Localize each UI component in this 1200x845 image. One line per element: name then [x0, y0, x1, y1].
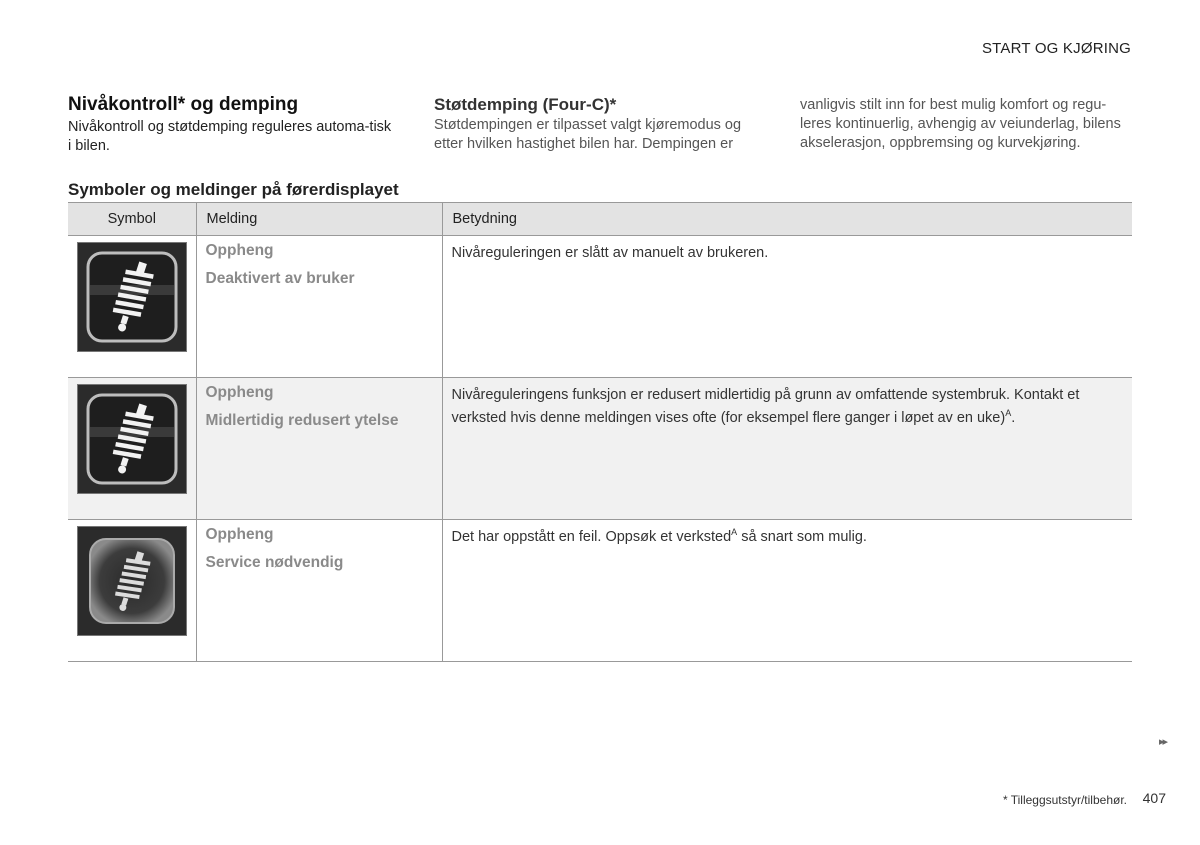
- message-cell: [196, 236, 442, 378]
- header-meaning: Betydning: [442, 203, 1132, 236]
- section-header: START OG KJØRING: [981, 40, 1131, 57]
- damping-text: Støtdempingen er tilpasset valgt kjøremodus og etter hvilken hastighet bilen har. Dempingen er: [434, 117, 742, 152]
- symbol-cell: [68, 236, 196, 378]
- message-title: Oppheng: [205, 242, 274, 259]
- message-text: Midlertidig redusert ytelse: [205, 412, 399, 429]
- suspension-reduced-icon: [77, 384, 187, 494]
- continued-text: vanligvis stilt inn for best mulig komfort og regu-leres kontinuerlig, avhengig av veiunderlag, bilens akselerasjon, oppbremsing og kurvekjøring.: [800, 97, 1121, 151]
- symbol-cell: [68, 378, 196, 520]
- meaning-text: Nivåreguleringens funksjon er redusert midlertidig på grunn av omfattende systembruk. Kontakt et verksted hvis denne meldingen vises ofte (for eksempel flere ganger i løpet av en uke): [451, 387, 1080, 426]
- suspension-service-icon: [77, 526, 187, 636]
- symbols-table: [68, 202, 1132, 662]
- symbol-cell: [68, 520, 196, 662]
- meaning-text-end: .: [1011, 410, 1016, 426]
- table-header-row: [68, 203, 1132, 236]
- damping-title: Støtdemping (Four-C)*: [434, 95, 617, 114]
- damping-column: [434, 95, 764, 154]
- header-symbol: Symbol: [68, 203, 196, 236]
- message-cell: [196, 378, 442, 520]
- page-number: 407: [1142, 790, 1166, 806]
- meaning-cell: [442, 520, 1132, 662]
- header-message: Melding: [196, 203, 442, 236]
- footnote: * Tilleggsutstyr/tilbehør.: [1002, 793, 1127, 807]
- suspension-off-icon: [77, 242, 187, 352]
- meaning-cell: [442, 236, 1132, 378]
- intro-column: [68, 95, 398, 156]
- meaning-footnote-mark: A: [1005, 408, 1012, 419]
- table-row: [68, 378, 1132, 520]
- meaning-footnote-mark: A: [731, 527, 738, 538]
- meaning-text-end: så snart som mulig.: [737, 529, 867, 545]
- intro-title: Nivåkontroll* og demping: [68, 94, 299, 115]
- table-row: [68, 520, 1132, 662]
- table-title: Symboler og meldinger på førerdisplayet: [68, 180, 399, 199]
- message-title: Oppheng: [205, 526, 274, 543]
- message-text: Deaktivert av bruker: [205, 270, 355, 287]
- meaning-text: Det har oppstått en feil. Oppsøk et verksted: [451, 529, 732, 545]
- next-page-arrows-icon: ▸▸: [1158, 736, 1166, 748]
- message-cell: [196, 520, 442, 662]
- message-text: Service nødvendig: [205, 554, 344, 571]
- table-row: [68, 236, 1132, 378]
- intro-text: Nivåkontroll og støtdemping reguleres automa-tisk i bilen.: [68, 119, 392, 154]
- message-title: Oppheng: [205, 384, 274, 401]
- meaning-cell: [442, 378, 1132, 520]
- meaning-text: Nivåreguleringen er slått av manuelt av brukeren.: [451, 245, 769, 261]
- continued-column: [800, 96, 1132, 153]
